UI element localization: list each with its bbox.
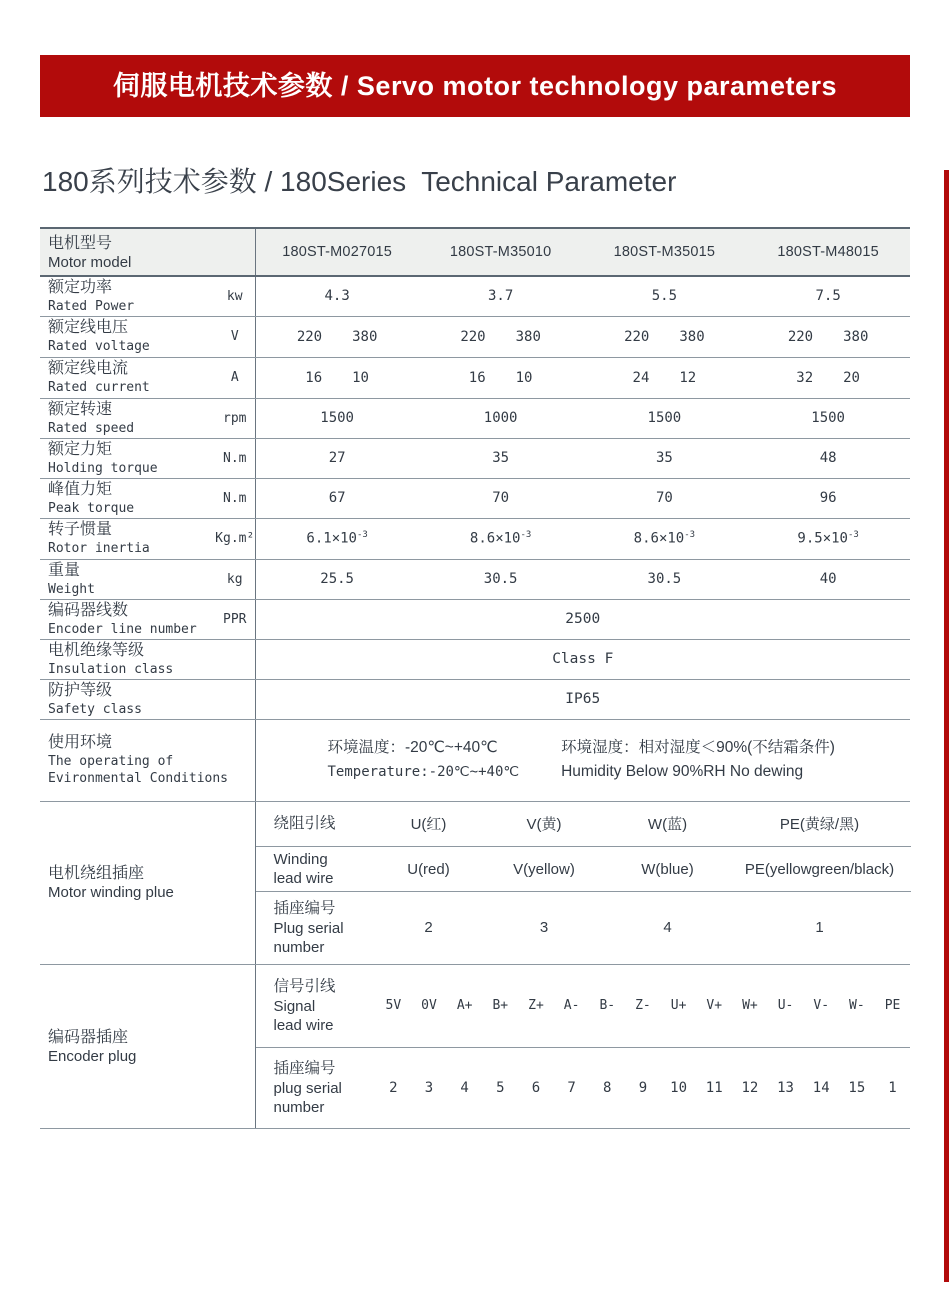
param-unit [215, 719, 255, 801]
param-unit: N.m [215, 438, 255, 478]
param-unit: A [215, 357, 255, 398]
encoder-value-cell: 11 [705, 1079, 723, 1096]
param-unit: kw [215, 276, 255, 316]
value-pair-cell [255, 316, 419, 357]
model-name-cell: 180ST-M48015 [746, 228, 910, 276]
param-row [40, 639, 910, 679]
param-row [40, 316, 910, 357]
encoder-value-cell: 13 [777, 1079, 794, 1096]
winding-value-cell: W(blue) [607, 847, 729, 892]
value-cell: 35 [419, 438, 583, 478]
value-pair-cell [255, 357, 419, 398]
winding-value-cell: U(red) [376, 847, 482, 892]
label-line: lead wire [273, 1016, 334, 1034]
param-row [40, 559, 910, 599]
value-cell: 1500 [746, 398, 910, 438]
label-line: number [273, 938, 325, 956]
encoder-value-cell: 8 [603, 1079, 612, 1096]
pair-value: 220 [624, 328, 650, 345]
value-cell: 4.3 [255, 276, 419, 316]
model-name-cell: 180ST-M35015 [583, 228, 747, 276]
winding-subrow [256, 892, 911, 964]
pair-value: 380 [515, 328, 541, 345]
pair-value: 380 [352, 328, 378, 345]
winding-subrow-label [256, 892, 376, 964]
param-label [40, 559, 215, 599]
page-edge-accent-bar [944, 170, 949, 1282]
encoder-value-cell: 12 [741, 1079, 759, 1096]
label-line: Peak torque [48, 500, 135, 516]
label-line: The operating of [48, 754, 174, 769]
encoder-subtable-wrap [255, 964, 910, 1128]
param-label [40, 276, 215, 316]
value-sup-cell [746, 518, 910, 559]
pair-value: 16 [468, 369, 486, 386]
winding-value-cell: V(黄) [482, 802, 607, 847]
value-cell: 48 [746, 438, 910, 478]
label-line: Rated voltage [48, 339, 150, 354]
pair-value: 10 [352, 369, 369, 386]
param-label [40, 438, 215, 478]
environment-blocks [328, 736, 911, 784]
param-row [40, 679, 910, 719]
param-label [40, 639, 215, 679]
label-line: Rated Power [48, 298, 135, 314]
encoder-value-cell: V+ [696, 965, 732, 1048]
param-unit [215, 679, 255, 719]
label-line: Holding torque [48, 460, 158, 476]
value-pair-cell [419, 316, 583, 357]
value-pair-cell [419, 357, 583, 398]
encoder-value-cell: 15 [848, 1079, 866, 1096]
sup-base: 9.5×10 [797, 530, 848, 547]
pair-value: 10 [515, 369, 533, 386]
label-line: 电机绝缘等级 [48, 641, 145, 659]
param-unit: PPR [215, 599, 255, 639]
param-unit [215, 639, 255, 679]
encoder-value-cell: 1 [888, 1079, 897, 1096]
label-line: 编码器插座 [48, 1028, 129, 1046]
value-cell: 25.5 [255, 559, 419, 599]
winding-subrow [256, 847, 911, 892]
winding-subrow-label [256, 847, 376, 892]
encoder-value-cell: A+ [447, 965, 483, 1048]
encoder-value-cell: 5V [376, 965, 412, 1048]
encoder-value-cell: V- [803, 965, 839, 1048]
param-row [40, 438, 910, 478]
param-label [40, 599, 215, 639]
encoder-value-cell: 2 [389, 1079, 398, 1096]
encoder-value-cell: U- [768, 965, 804, 1048]
pair-value: 220 [787, 328, 814, 345]
param-unit: rpm [215, 398, 255, 438]
label-line: Plug serial [273, 919, 344, 937]
winding-section-label [40, 801, 255, 964]
param-label [40, 478, 215, 518]
sup-exponent: -3 [847, 530, 859, 541]
page-title: 180系列技术参数 / 180Series Technical Parameter [42, 166, 677, 197]
label-line: 使用环境 [48, 734, 113, 751]
param-row [40, 719, 910, 801]
spec-table [40, 227, 910, 1129]
span-value-cell: IP65 [255, 679, 910, 719]
model-name-cell: 180ST-M35010 [419, 228, 583, 276]
winding-value-cell: PE(yellowgreen/black) [729, 847, 911, 892]
winding-value-cell: PE(黄绿/黑) [729, 802, 911, 847]
encoder-value-cell: B- [589, 965, 625, 1048]
label-line: 绕阻引线 [273, 814, 336, 832]
param-label [40, 719, 229, 801]
encoder-section-row [40, 964, 910, 1128]
param-label [40, 679, 215, 719]
encoder-subrow [256, 965, 911, 1048]
label-line: 信号引线 [273, 977, 336, 995]
value-pair-cell [583, 316, 747, 357]
pair-value: 12 [679, 369, 697, 386]
pair-value: 220 [296, 328, 323, 345]
param-row [40, 518, 910, 559]
encoder-value-cell: A- [554, 965, 590, 1048]
encoder-value-cell: Z+ [518, 965, 554, 1048]
value-cell: 30.5 [419, 559, 583, 599]
winding-value-cell: 1 [815, 919, 824, 937]
encoder-value-cell: PE [875, 965, 911, 1048]
label-line: Rated speed [48, 420, 135, 436]
label-line: Motor model [48, 253, 132, 271]
sup-base: 8.6×10 [633, 530, 685, 547]
label-line: 电机绕组插座 [48, 865, 145, 882]
label-line: lead wire [273, 870, 334, 887]
encoder-value-cell: Z- [625, 965, 661, 1048]
value-cell: 1000 [419, 398, 583, 438]
humidity-zh: 环境湿度：相对湿度＜90%(不结霜条件) [561, 739, 835, 756]
sup-exponent: -3 [684, 530, 696, 541]
label-line: Evironmental Conditions [48, 771, 229, 786]
param-unit: V [215, 316, 255, 357]
encoder-value-cell: B+ [482, 965, 518, 1048]
value-sup-cell [255, 518, 419, 559]
value-cell: 96 [746, 478, 910, 518]
label-line: Winding [273, 851, 328, 868]
label-line: Insulation class [48, 661, 174, 677]
value-cell: 7.5 [746, 276, 910, 316]
encoder-value-cell: 9 [638, 1079, 648, 1096]
label-line: plug serial [273, 1079, 342, 1097]
sup-exponent: -3 [356, 530, 368, 541]
param-row [40, 478, 910, 518]
value-cell: 5.5 [583, 276, 747, 316]
label-line: 防护等级 [48, 681, 113, 699]
winding-subrow [256, 802, 911, 847]
sup-base: 8.6×10 [469, 530, 521, 547]
encoder-subrow [256, 1048, 911, 1128]
encoder-value-cell: U+ [661, 965, 697, 1048]
winding-value-cell: W(蓝) [607, 802, 729, 847]
encoder-value-cell: 0V [411, 965, 447, 1048]
pair-value: 20 [843, 369, 860, 386]
label-line: 额定线电流 [48, 360, 129, 377]
label-line: Encoder line number [48, 621, 197, 637]
value-cell: 1500 [583, 398, 747, 438]
pair-value: 380 [843, 328, 869, 345]
value-cell: 70 [419, 478, 583, 518]
pair-value: 380 [679, 328, 705, 345]
label-line: Encoder plug [48, 1047, 137, 1065]
humidity-en: Humidity Below 90%RH No dewing [561, 763, 804, 780]
encoder-subtable [256, 965, 911, 1128]
value-cell: 1500 [255, 398, 419, 438]
param-row [40, 357, 910, 398]
spec-table-wrap [40, 227, 910, 1129]
sup-base: 6.1×10 [306, 530, 357, 547]
label-line: number [273, 1098, 325, 1116]
encoder-value-cell: 6 [531, 1079, 541, 1096]
label-line: Safety class [48, 701, 142, 717]
value-sup-cell [419, 518, 583, 559]
label-line: 重量 [48, 561, 81, 579]
label-line: Signal [273, 997, 316, 1015]
pair-value: 24 [632, 369, 650, 386]
label-line: Rated current [48, 380, 150, 395]
value-cell: 40 [746, 559, 910, 599]
table-header-row [40, 228, 910, 276]
winding-subrow-label [256, 802, 376, 847]
pair-value: 220 [460, 328, 486, 345]
header-unit-cell [215, 228, 255, 276]
label-line: 额定转速 [48, 400, 113, 418]
param-row [40, 599, 910, 639]
encoder-value-cell: 4 [460, 1079, 469, 1096]
encoder-section-label [40, 964, 255, 1128]
winding-value-cell: 3 [539, 919, 549, 937]
winding-value-cell: U(红) [376, 802, 482, 847]
value-pair-cell [746, 316, 910, 357]
winding-section-row [40, 801, 910, 964]
param-label [40, 518, 215, 559]
temperature-en: Temperature:-20℃~+40℃ [327, 764, 520, 780]
param-unit: kg [215, 559, 255, 599]
label-line: Weight [48, 581, 95, 597]
temperature-zh: 环境温度：-20℃~+40℃ [327, 739, 498, 756]
encoder-value-cell: 7 [567, 1079, 576, 1096]
label-line: 额定线电压 [48, 319, 129, 336]
label-line: 插座编号 [273, 899, 336, 917]
section-banner: 伺服电机技术参数 / Servo motor technology parameters [40, 55, 910, 117]
param-row [40, 276, 910, 316]
model-name-cell: 180ST-M027015 [255, 228, 419, 276]
winding-subtable [256, 802, 911, 964]
value-cell: 30.5 [583, 559, 747, 599]
header-label [40, 228, 215, 276]
label-line: 转子惯量 [48, 521, 113, 538]
winding-value-cell: 2 [424, 919, 433, 937]
param-unit: N.m [215, 478, 255, 518]
label-line: 额定力矩 [48, 440, 113, 458]
encoder-value-cell: W- [839, 965, 875, 1048]
value-cell: 67 [255, 478, 419, 518]
encoder-value-cell: W+ [732, 965, 768, 1048]
label-line: Motor winding plue [48, 884, 174, 901]
label-line: 额定功率 [48, 278, 113, 296]
param-unit: Kg.m² [215, 518, 255, 559]
encoder-value-cell: 10 [670, 1079, 687, 1096]
winding-value-cell: 4 [663, 919, 672, 937]
value-sup-cell [583, 518, 747, 559]
param-label [40, 357, 215, 398]
encoder-subrow-label [256, 1048, 376, 1128]
param-label [40, 398, 215, 438]
encoder-value-cell: 5 [496, 1079, 505, 1096]
sup-exponent: -3 [520, 530, 532, 541]
temperature-block [328, 736, 520, 784]
winding-value-cell: V(yellow) [482, 847, 607, 892]
label-line: 峰值力矩 [48, 480, 113, 498]
value-pair-cell [583, 357, 747, 398]
value-cell: 27 [255, 438, 419, 478]
span-value-cell: 2500 [255, 599, 910, 639]
param-row [40, 398, 910, 438]
pair-value: 16 [305, 369, 323, 386]
label-line: 电机型号 [48, 234, 113, 252]
value-cell: 70 [583, 478, 747, 518]
value-cell: 3.7 [419, 276, 583, 316]
encoder-value-cell: 3 [424, 1079, 434, 1096]
spec-table-body [40, 228, 910, 1128]
param-label [40, 316, 215, 357]
value-cell: 35 [583, 438, 747, 478]
humidity-block [561, 736, 835, 784]
label-line: Rotor inertia [48, 541, 150, 556]
encoder-subrow-label [256, 965, 376, 1048]
winding-subtable-wrap [255, 801, 910, 964]
label-line: 插座编号 [273, 1059, 336, 1077]
value-pair-cell [746, 357, 910, 398]
environment-cell [255, 719, 910, 801]
encoder-value-cell: 14 [812, 1079, 830, 1096]
pair-value: 32 [796, 369, 814, 386]
label-line: 编码器线数 [48, 601, 129, 619]
span-value-cell: Class F [255, 639, 910, 679]
